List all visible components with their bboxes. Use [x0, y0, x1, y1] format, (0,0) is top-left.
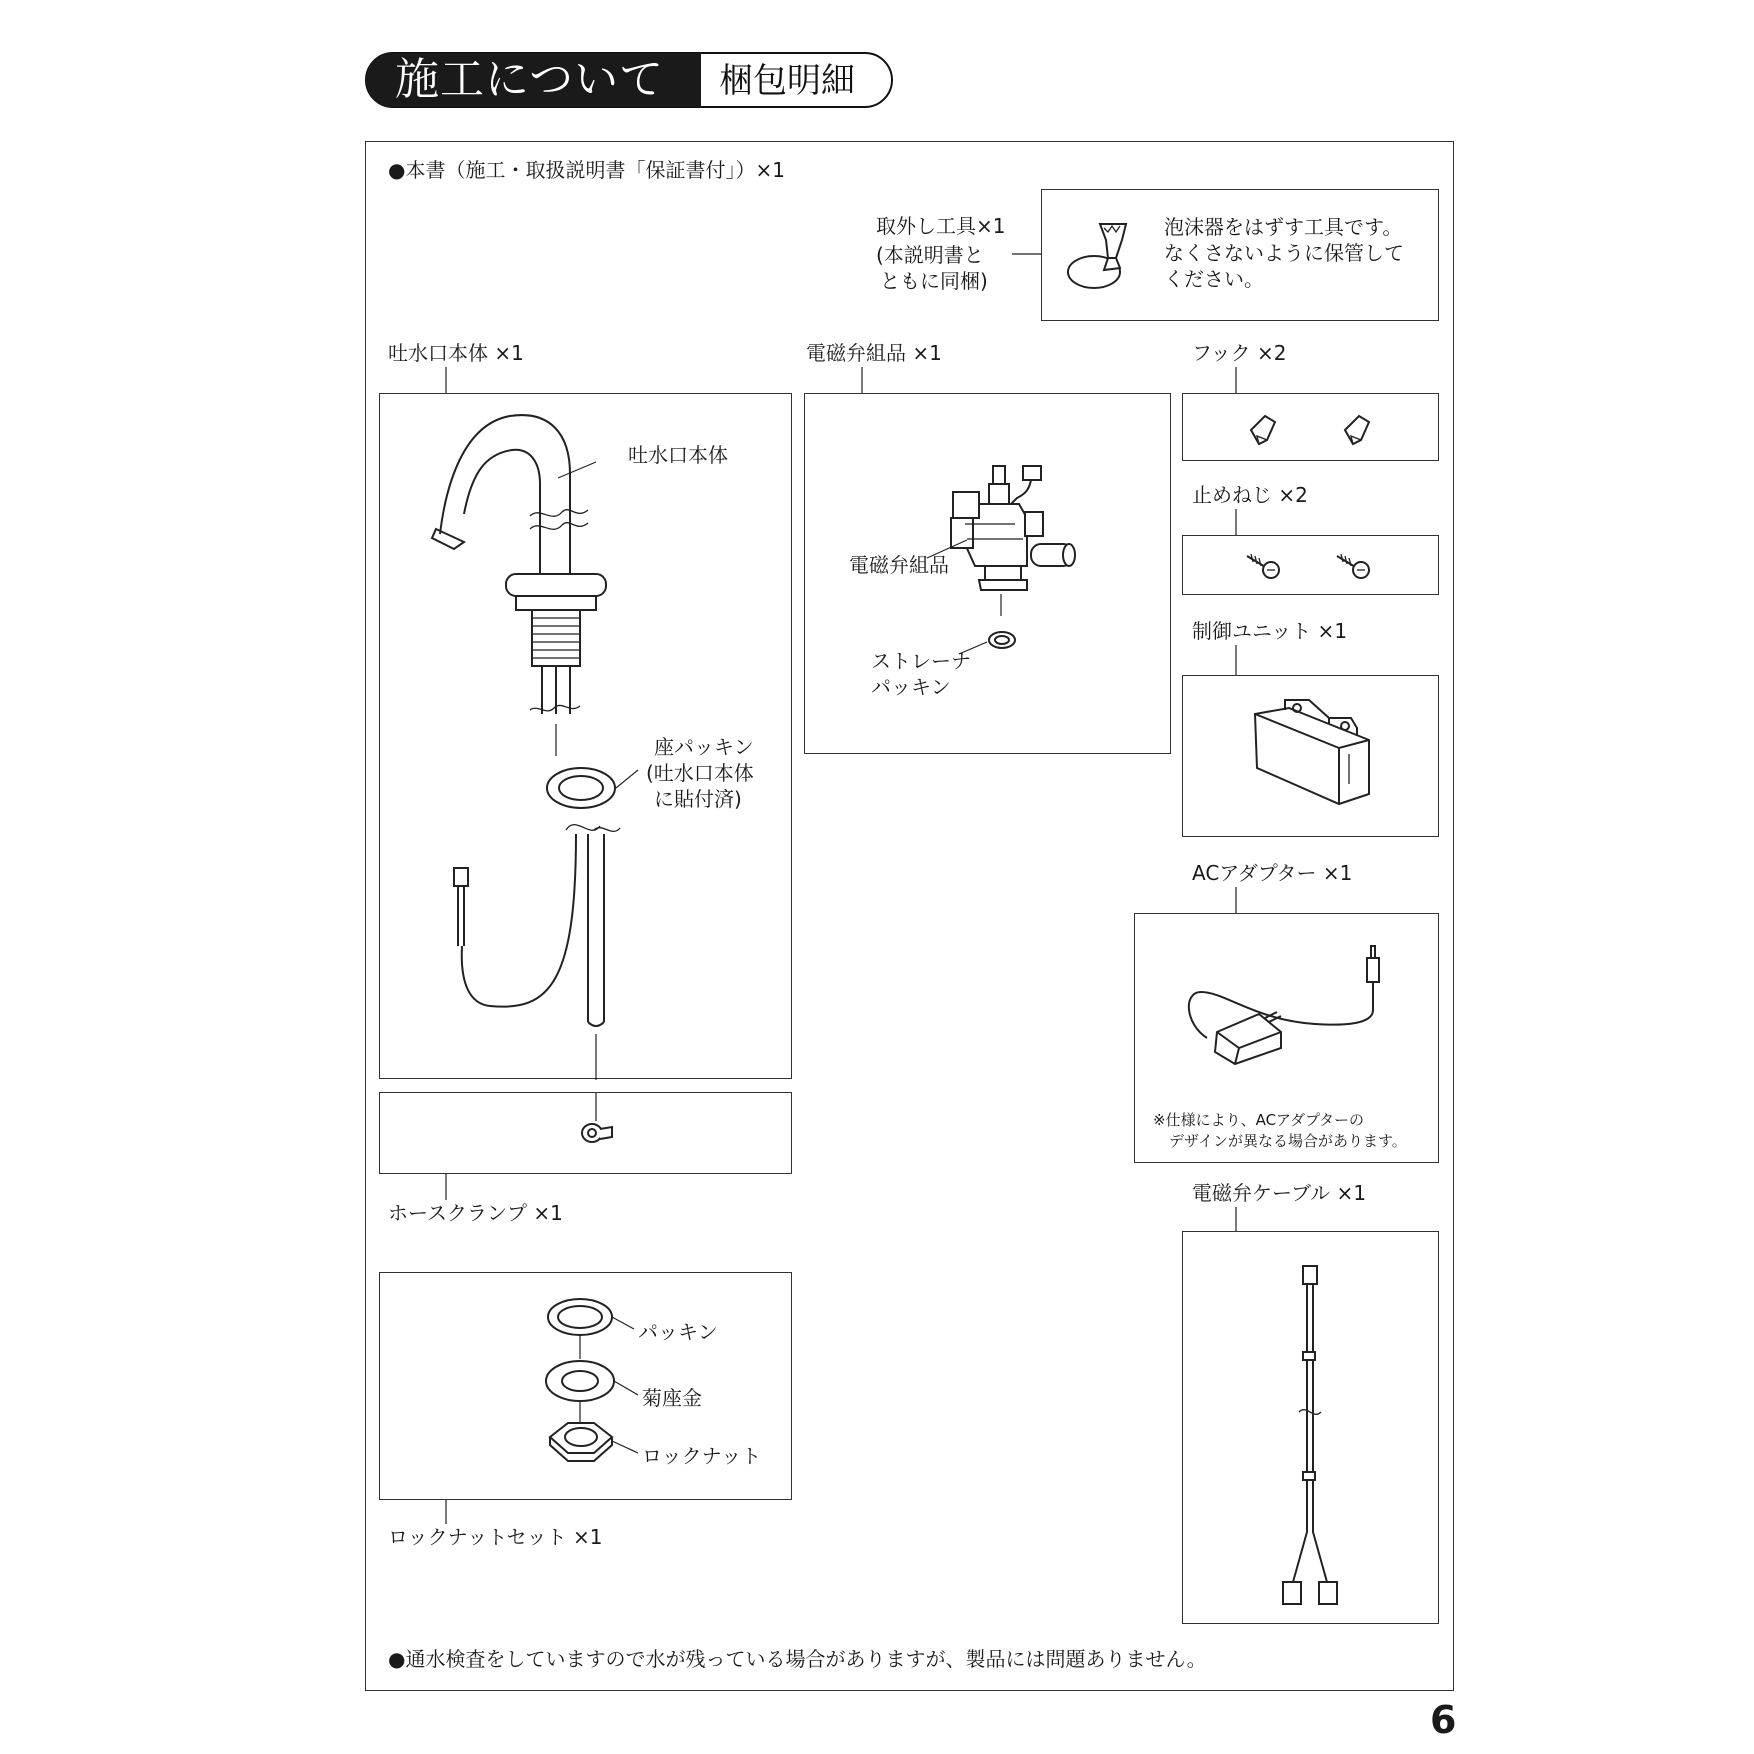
locknut-set-title: ロックナットセット ×1	[388, 1525, 603, 1549]
strainer-label-line: パッキン	[871, 675, 951, 699]
removal-tool-icon	[1064, 218, 1144, 298]
strainer-label-line: ストレーナ	[871, 649, 971, 673]
removal-tool-label-line: (本説明書と	[876, 243, 984, 267]
valve-title-tick	[860, 367, 864, 393]
section-header	[365, 52, 895, 108]
adapter-title-tick	[1234, 887, 1238, 913]
adapter-note-line: デザインが異なる場合があります。	[1169, 1132, 1407, 1150]
adapter-note-line: ※仕様により、ACアダプターの	[1153, 1111, 1364, 1129]
adapter-box	[1134, 913, 1439, 1163]
valve-title: 電磁弁組品 ×1	[806, 341, 942, 365]
seat-gasket-label-line: (吐水口本体	[646, 761, 754, 785]
control-unit-title-tick	[1234, 645, 1238, 675]
valve-box	[804, 393, 1171, 754]
page-number: 6	[1430, 1698, 1457, 1742]
cable-icon	[1183, 1232, 1440, 1625]
cable-title-tick	[1234, 1207, 1238, 1231]
control-unit-icon	[1249, 694, 1379, 814]
spout-box	[379, 393, 792, 1079]
cable-box	[1182, 1231, 1439, 1624]
seat-gasket-label-line: 座パッキン	[654, 735, 754, 759]
hook-icon	[1339, 410, 1379, 450]
removal-tool-label-line: 取外し工具×1	[876, 214, 1006, 238]
spout-title: 吐水口本体 ×1	[388, 341, 524, 365]
screw-box	[1182, 535, 1439, 595]
spout-part-label: 吐水口本体	[628, 443, 728, 467]
hose-clamp-icon	[380, 1093, 793, 1175]
header-subtitle: 梱包明細	[719, 61, 855, 101]
screw-title: 止めねじ ×2	[1192, 483, 1308, 507]
hose-clamp-box	[379, 1092, 792, 1174]
header-title: 施工について	[395, 54, 665, 105]
screw-icon	[1335, 550, 1375, 584]
hose-clamp-tick	[444, 1174, 448, 1200]
removal-tool-desc-line: 泡沫器をはずす工具です。	[1164, 215, 1403, 239]
locknut-set-part-label: パッキン	[638, 1320, 718, 1344]
locknut-set-part-label: ロックナット	[642, 1444, 762, 1468]
removal-tool-desc-line: なくさないように保管して	[1164, 241, 1404, 265]
screw-icon	[1245, 550, 1285, 584]
hose-clamp-title: ホースクランプ ×1	[388, 1201, 563, 1225]
locknut-set-tick	[444, 1500, 448, 1524]
adapter-title: ACアダプター ×1	[1192, 861, 1353, 885]
removal-tool-label-line: ともに同梱)	[880, 269, 988, 293]
locknut-set-part-label: 菊座金	[642, 1386, 702, 1410]
manual-note: ●本書（施工・取扱説明書「保証書付」）×1	[388, 158, 785, 182]
valve-part-label: 電磁弁組品	[849, 553, 949, 577]
hook-box	[1182, 393, 1439, 461]
spout-title-tick	[444, 367, 448, 393]
control-unit-box	[1182, 675, 1439, 837]
removal-tool-desc-line: ください。	[1164, 267, 1264, 291]
footer-note: ●通水検査をしていますので水が残っている場合がありますが、製品には問題ありません。	[388, 1647, 1207, 1671]
control-unit-title: 制御ユニット ×1	[1192, 619, 1348, 643]
hook-title: フック ×2	[1192, 341, 1287, 365]
removal-tool-leader	[1012, 252, 1042, 256]
cable-title: 電磁弁ケーブル ×1	[1192, 1181, 1367, 1205]
removal-tool-box	[1041, 189, 1439, 321]
screw-title-tick	[1234, 509, 1238, 535]
locknut-set-box	[379, 1272, 792, 1500]
hook-title-tick	[1234, 367, 1238, 393]
hook-icon	[1245, 410, 1285, 450]
seat-gasket-label-line: に貼付済)	[654, 787, 742, 811]
